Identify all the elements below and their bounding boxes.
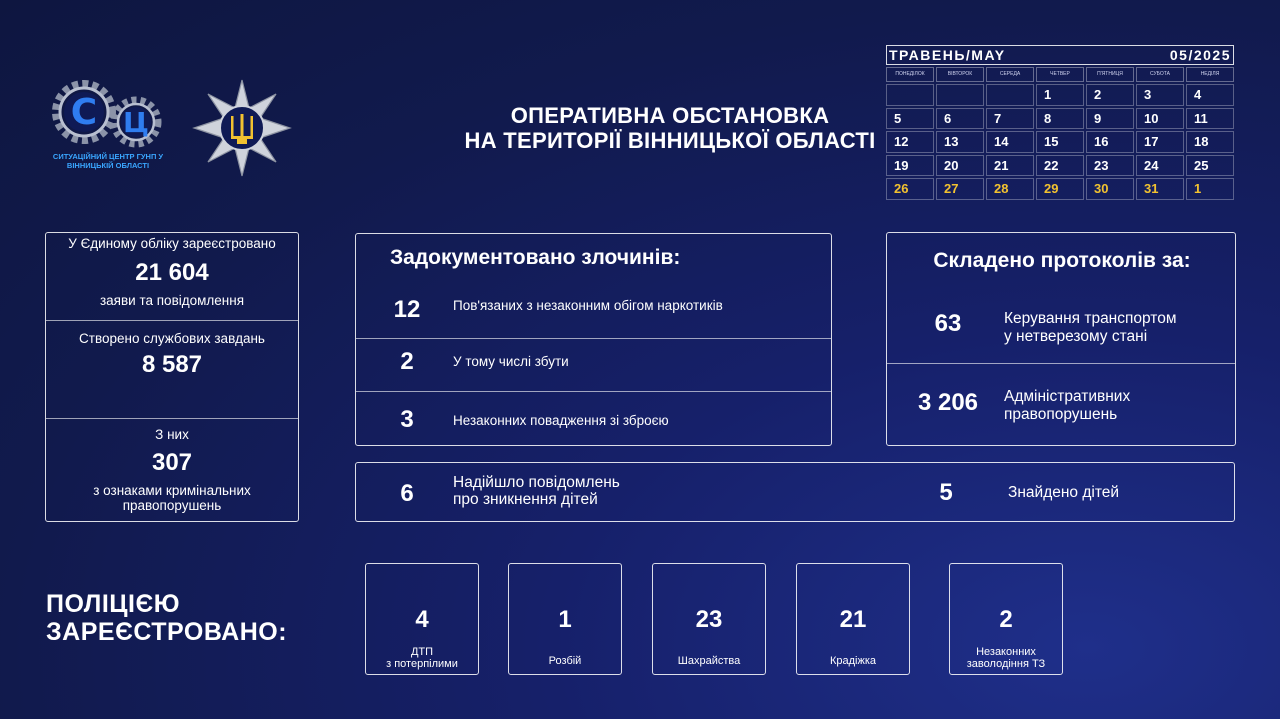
calendar-day: 17: [1136, 131, 1184, 153]
registered-title-line-2: ЗАРЕЄСТРОВАНО:: [46, 618, 288, 646]
registered-value: 21 604: [135, 259, 209, 286]
calendar-weekday: НЕДІЛЯ: [1186, 67, 1234, 82]
crime-value: 2: [400, 348, 414, 375]
calendar-day: 30: [1086, 178, 1134, 200]
calendar-weekday: СУБОТА: [1136, 67, 1184, 82]
calendar-day: 7: [986, 108, 1034, 130]
protocol-value: 63: [934, 310, 962, 337]
divider: [356, 391, 831, 392]
calendar-day: 27: [936, 178, 984, 200]
of-them-value: 307: [151, 449, 193, 476]
crimes-title: Задокументовано злочинів:: [390, 246, 681, 269]
calendar-day: 1: [1036, 84, 1084, 106]
calendar-day: 24: [1136, 155, 1184, 177]
logo-caption: СИТУАЦІЙНИЙ ЦЕНТР ГУНП У ВІННИЦЬКІЙ ОБЛАСТІ: [52, 152, 164, 170]
divider: [46, 320, 298, 321]
calendar-day: 21: [986, 155, 1034, 177]
registered-title-line-1: ПОЛІЦІЄЮ: [46, 590, 181, 618]
registered-card-value: 2: [999, 606, 1013, 633]
crime-value: 12: [393, 296, 421, 323]
calendar-day: 20: [936, 155, 984, 177]
registered-sub: заяви та повідомлення: [99, 293, 245, 308]
calendar-day: 19: [886, 155, 934, 177]
crime-value: 3: [400, 406, 414, 433]
logo-letter-ts: Ц: [123, 106, 149, 139]
of-them-sub-2: правопорушень: [122, 498, 222, 513]
calendar-weekday: СЕРЕДА: [986, 67, 1034, 82]
registered-card-label-line: з потерпілими: [386, 658, 458, 670]
calendar-day: 29: [1036, 178, 1084, 200]
registered-card-vehicle-seizure: [949, 563, 1063, 675]
protocol-value: 3 206: [917, 389, 979, 416]
calendar-day: 12: [886, 131, 934, 153]
children-panel: [355, 462, 1235, 522]
registered-card-label: Крадіжка: [829, 655, 877, 667]
tasks-label: Створено службових завдань: [79, 331, 265, 346]
protocol-label: [1004, 388, 1130, 424]
protocols-title: Складено протоколів за:: [933, 249, 1191, 272]
divider: [356, 338, 831, 339]
calendar-day: 22: [1036, 155, 1084, 177]
calendar-day: 10: [1136, 108, 1184, 130]
of-them-sub-1: з ознаками кримінальних: [93, 483, 251, 498]
calendar: [886, 45, 1234, 202]
calendar-day: 15: [1036, 131, 1084, 153]
divider: [887, 363, 1235, 364]
protocol-label-line: Адміністративних: [1004, 388, 1131, 405]
calendar-weekday: П'ЯТНИЦЯ: [1086, 67, 1134, 82]
calendar-month: ТРАВЕНЬ/MAY: [889, 47, 1006, 63]
protocol-label: [1004, 310, 1177, 346]
logo-letter-s: С: [70, 92, 98, 133]
registered-card-value: 21: [839, 606, 867, 633]
calendar-day: 2: [1086, 84, 1134, 106]
missing-children-value: 6: [400, 480, 414, 507]
registered-card-label: [950, 646, 1062, 670]
calendar-day: 28: [986, 178, 1034, 200]
page-title-line-1: ОПЕРАТИВНА ОБСТАНОВКА: [510, 103, 830, 128]
missing-children-label-line: про зникнення дітей: [453, 491, 598, 508]
registered-card-label: Шахрайства: [677, 655, 741, 667]
calendar-day: 5: [886, 108, 934, 130]
protocol-label-line: правопорушень: [1004, 406, 1118, 423]
calendar-day: 6: [936, 108, 984, 130]
tasks-value: 8 587: [141, 351, 203, 378]
registered-card-label-line: Незаконних: [976, 646, 1036, 658]
missing-children-label: [453, 474, 620, 508]
calendar-day: 26: [886, 178, 934, 200]
registered-title: [46, 590, 287, 646]
calendar-header: [886, 45, 1234, 65]
calendar-day: 31: [1136, 178, 1184, 200]
calendar-empty-cell: [986, 84, 1034, 106]
protocol-label-line: Керування транспортом: [1004, 310, 1177, 327]
crime-label: У тому числі збути: [453, 354, 569, 369]
registered-card-label: [366, 646, 478, 670]
registered-label: У Єдиному обліку зареєстровано: [68, 236, 276, 251]
of-them-label: З них: [155, 427, 189, 442]
calendar-day: 16: [1086, 131, 1134, 153]
calendar-day: 18: [1186, 131, 1234, 153]
registered-card-label-line: заволодіння ТЗ: [966, 658, 1046, 670]
protocols-panel: [886, 232, 1236, 446]
calendar-weekday: ВІВТОРОК: [936, 67, 984, 82]
protocol-label-line: у нетверезому стані: [1004, 328, 1148, 345]
divider: [46, 418, 298, 419]
crime-label: Пов'язаних з незаконним обігом наркотиків: [453, 298, 723, 313]
registered-card-accidents: [365, 563, 479, 675]
calendar-year: 05/2025: [1169, 47, 1231, 63]
calendar-day: 4: [1186, 84, 1234, 106]
registered-card-value: 4: [415, 606, 429, 633]
registered-card-label: Розбій: [548, 655, 582, 667]
calendar-day: 11: [1186, 108, 1234, 130]
police-star-emblem: [192, 78, 292, 178]
left-stats-panel: [45, 232, 299, 522]
registered-card-label-line: ДТП: [410, 646, 434, 658]
crimes-panel: [355, 233, 832, 446]
registered-card-robbery: [508, 563, 622, 675]
found-children-label: Знайдено дітей: [1008, 484, 1120, 501]
calendar-grid: [886, 67, 1234, 200]
calendar-weekday: ЧЕТВЕР: [1036, 67, 1084, 82]
calendar-weekday: ПОНЕДІЛОК: [886, 67, 934, 82]
registered-card-value: 1: [558, 606, 572, 633]
calendar-empty-cell: [886, 84, 934, 106]
calendar-day: 25: [1186, 155, 1234, 177]
calendar-day: 1: [1186, 178, 1234, 200]
calendar-day: 13: [936, 131, 984, 153]
missing-children-label-line: Надійшло повідомлень: [453, 474, 620, 491]
calendar-day: 23: [1086, 155, 1134, 177]
registered-card-fraud: [652, 563, 766, 675]
page-title-line-2: НА ТЕРИТОРІЇ ВІННИЦЬКОЇ ОБЛАСТІ: [464, 128, 876, 153]
calendar-empty-cell: [936, 84, 984, 106]
found-children-value: 5: [939, 479, 953, 506]
calendar-day: 8: [1036, 108, 1084, 130]
crime-label: Незаконних повадження зі зброєю: [453, 413, 669, 428]
registered-card-value: 23: [695, 606, 723, 633]
calendar-day: 14: [986, 131, 1034, 153]
calendar-day: 3: [1136, 84, 1184, 106]
calendar-day: 9: [1086, 108, 1134, 130]
registered-card-theft: [796, 563, 910, 675]
